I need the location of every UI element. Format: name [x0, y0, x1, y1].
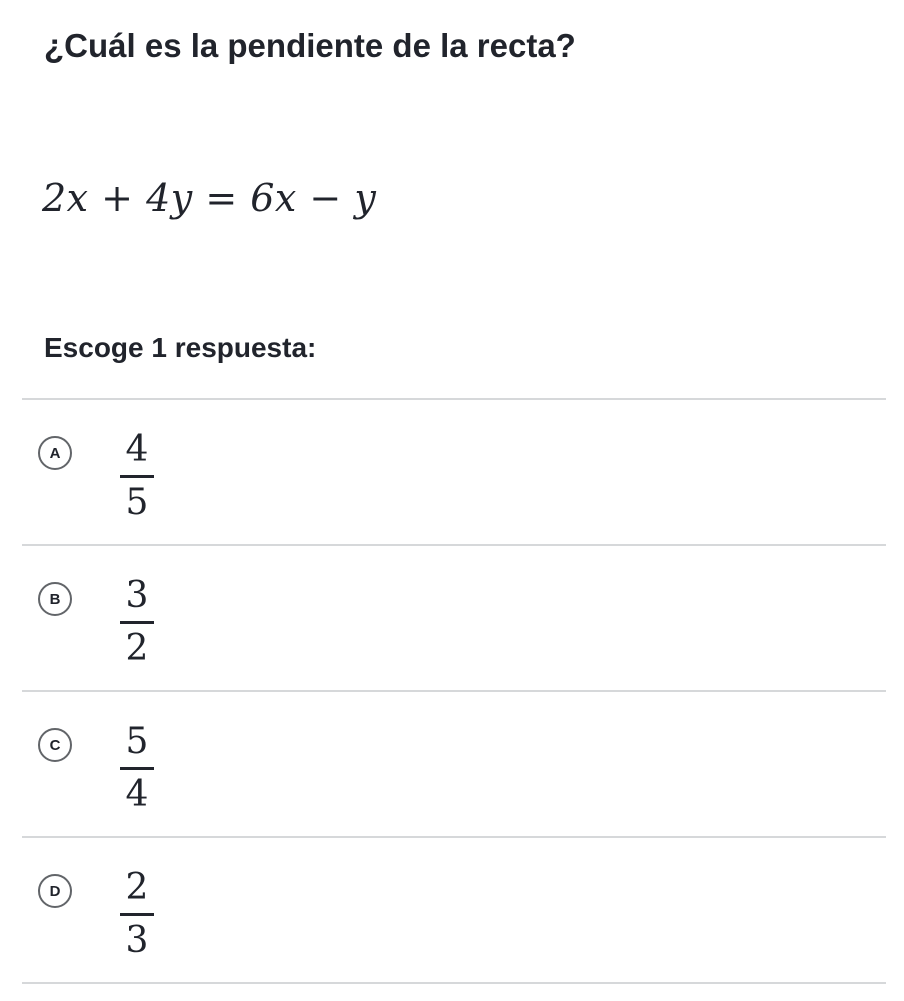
choice-c-numerator: 5: [125, 721, 149, 762]
choice-c-denominator: 4: [125, 774, 149, 815]
fraction-bar: [120, 913, 154, 916]
choice-c[interactable]: [22, 692, 886, 838]
choice-b-fraction: [120, 574, 154, 671]
answer-choices: [22, 398, 886, 984]
answer-prompt: Escoge 1 respuesta:: [44, 332, 317, 363]
question-title: ¿Cuál es la pendiente de la recta?: [44, 27, 576, 64]
choice-b[interactable]: [22, 546, 886, 692]
choice-a-radio[interactable]: A: [38, 436, 72, 470]
choice-c-fraction: [120, 720, 154, 817]
choice-a[interactable]: [22, 400, 886, 546]
choice-d-radio[interactable]: D: [38, 874, 72, 908]
fraction-bar: [120, 621, 154, 624]
choice-a-fraction: [120, 428, 154, 525]
choice-d-numerator: 2: [125, 867, 149, 908]
choice-a-numerator: 4: [125, 429, 149, 470]
fraction-bar: [120, 475, 154, 478]
choice-d-fraction: [120, 866, 154, 963]
choice-b-radio[interactable]: B: [38, 582, 72, 616]
choice-c-radio[interactable]: C: [38, 728, 72, 762]
fraction-bar: [120, 767, 154, 770]
choice-b-numerator: 3: [125, 575, 149, 616]
choice-a-denominator: 5: [125, 482, 149, 523]
choice-d-denominator: 3: [125, 920, 149, 961]
choice-d[interactable]: [22, 838, 886, 984]
choice-b-denominator: 2: [125, 628, 149, 669]
equation: 2x + 4y = 6x − y: [42, 176, 377, 220]
